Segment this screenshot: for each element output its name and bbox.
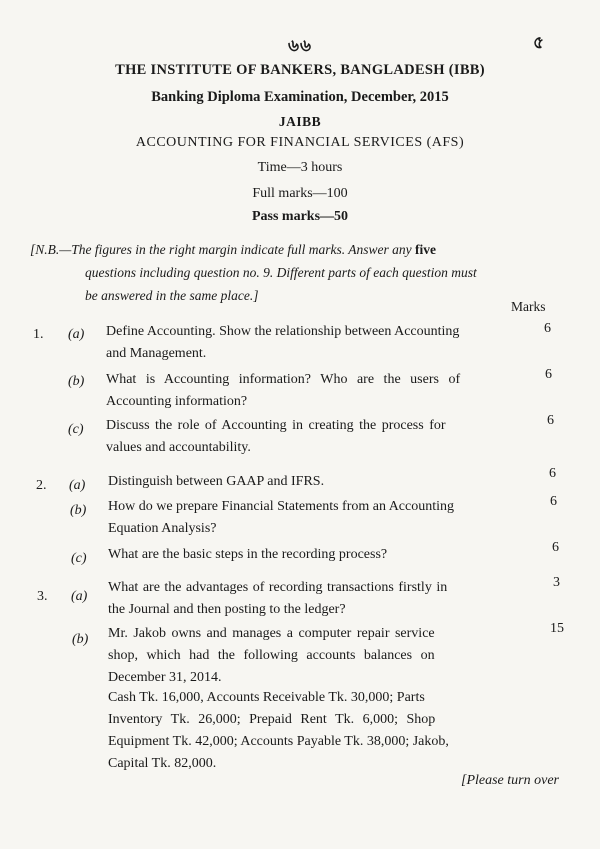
page-number: ৬৬ <box>287 36 313 55</box>
full-marks: Full marks—100 <box>252 186 348 201</box>
part-label: (b) <box>70 503 87 518</box>
balances-line: Equipment Tk. 42,000; Accounts Payable Tk. 38,000; Jakob, <box>108 734 449 749</box>
question-line: values and accountability. <box>106 440 251 455</box>
question-line: Define Accounting. Show the relationship between Accounting <box>106 324 460 339</box>
question-marks: 6 <box>550 494 557 509</box>
question-text <box>108 623 508 689</box>
instructions <box>30 238 560 307</box>
course-title: ACCOUNTING FOR FINANCIAL SERVICES (AFS) <box>135 135 465 150</box>
part-label: (c) <box>71 551 87 566</box>
marks-header: Marks <box>511 299 546 314</box>
set-number: ৫ <box>533 33 545 52</box>
question-marks: 6 <box>552 540 559 555</box>
question-line: Discuss the role of Accounting in creating the process for <box>106 418 446 433</box>
question-line: What is Accounting information? Who are the users of <box>106 372 461 387</box>
pass-marks: Pass marks—50 <box>251 209 349 224</box>
question-line: the Journal and then posting to the ledger? <box>108 602 346 617</box>
part-label: (b) <box>72 632 89 647</box>
question-marks: 6 <box>547 413 554 428</box>
question-marks: 6 <box>545 367 552 382</box>
question-text <box>106 369 498 413</box>
question-marks: 15 <box>550 621 564 636</box>
question-marks: 6 <box>544 321 551 336</box>
balances-line: Inventory Tk. 26,000; Prepaid Rent Tk. 6,000; Shop <box>108 712 436 727</box>
question-line: shop, which had the following accounts balances on <box>108 648 435 663</box>
question-line: Mr. Jakob owns and manages a computer repair service <box>108 626 435 641</box>
part-label: (a) <box>68 327 85 342</box>
part-label: (a) <box>71 589 88 604</box>
question-number: 1. <box>33 327 44 342</box>
question-text <box>106 415 506 459</box>
part-label: (c) <box>68 422 84 437</box>
balances-line: Capital Tk. 82,000. <box>108 756 217 771</box>
question-text <box>108 577 508 621</box>
instructions-line-3: be answered in the same place.] <box>85 288 259 303</box>
time-allowed: Time—3 hours <box>257 160 343 175</box>
question-text <box>108 471 508 493</box>
question-marks: 3 <box>553 575 560 590</box>
question-line: What are the advantages of recording transactions firstly in <box>108 580 448 595</box>
question-text <box>108 496 508 540</box>
question-line: December 31, 2014. <box>108 670 222 685</box>
instructions-line-1-text: [N.B.—The figures in the right margin indicate full marks. Answer any <box>30 242 415 257</box>
question-line: Distinguish between GAAP and IFRS. <box>108 474 325 489</box>
turn-over-note: [Please turn over <box>461 773 559 788</box>
question-line: How do we prepare Financial Statements from an Accounting <box>108 499 455 514</box>
instructions-line-2: questions including question no. 9. Different parts of each question must <box>85 265 477 280</box>
question-line: What are the basic steps in the recording process? <box>108 547 388 562</box>
question-text <box>106 321 506 365</box>
question-number: 2. <box>36 478 47 493</box>
part-label: (a) <box>69 478 86 493</box>
question-number: 3. <box>37 589 48 604</box>
institute-title: THE INSTITUTE OF BANKERS, BANGLADESH (IBB) <box>115 62 485 78</box>
question-marks: 6 <box>549 466 556 481</box>
exam-title: Banking Diploma Examination, December, 2015 <box>151 89 449 105</box>
question-text <box>108 544 508 566</box>
question-line: and Management. <box>106 346 207 361</box>
instructions-five: five <box>415 242 436 257</box>
balances-line: Cash Tk. 16,000, Accounts Receivable Tk. 30,000; Parts <box>108 690 425 705</box>
instructions-line-1 <box>30 238 560 261</box>
question-line: Accounting information? <box>106 394 248 409</box>
question-line: Equation Analysis? <box>108 521 217 536</box>
part-label: (b) <box>68 374 85 389</box>
level-title: JAIBB <box>278 114 322 129</box>
account-balances <box>108 687 518 775</box>
